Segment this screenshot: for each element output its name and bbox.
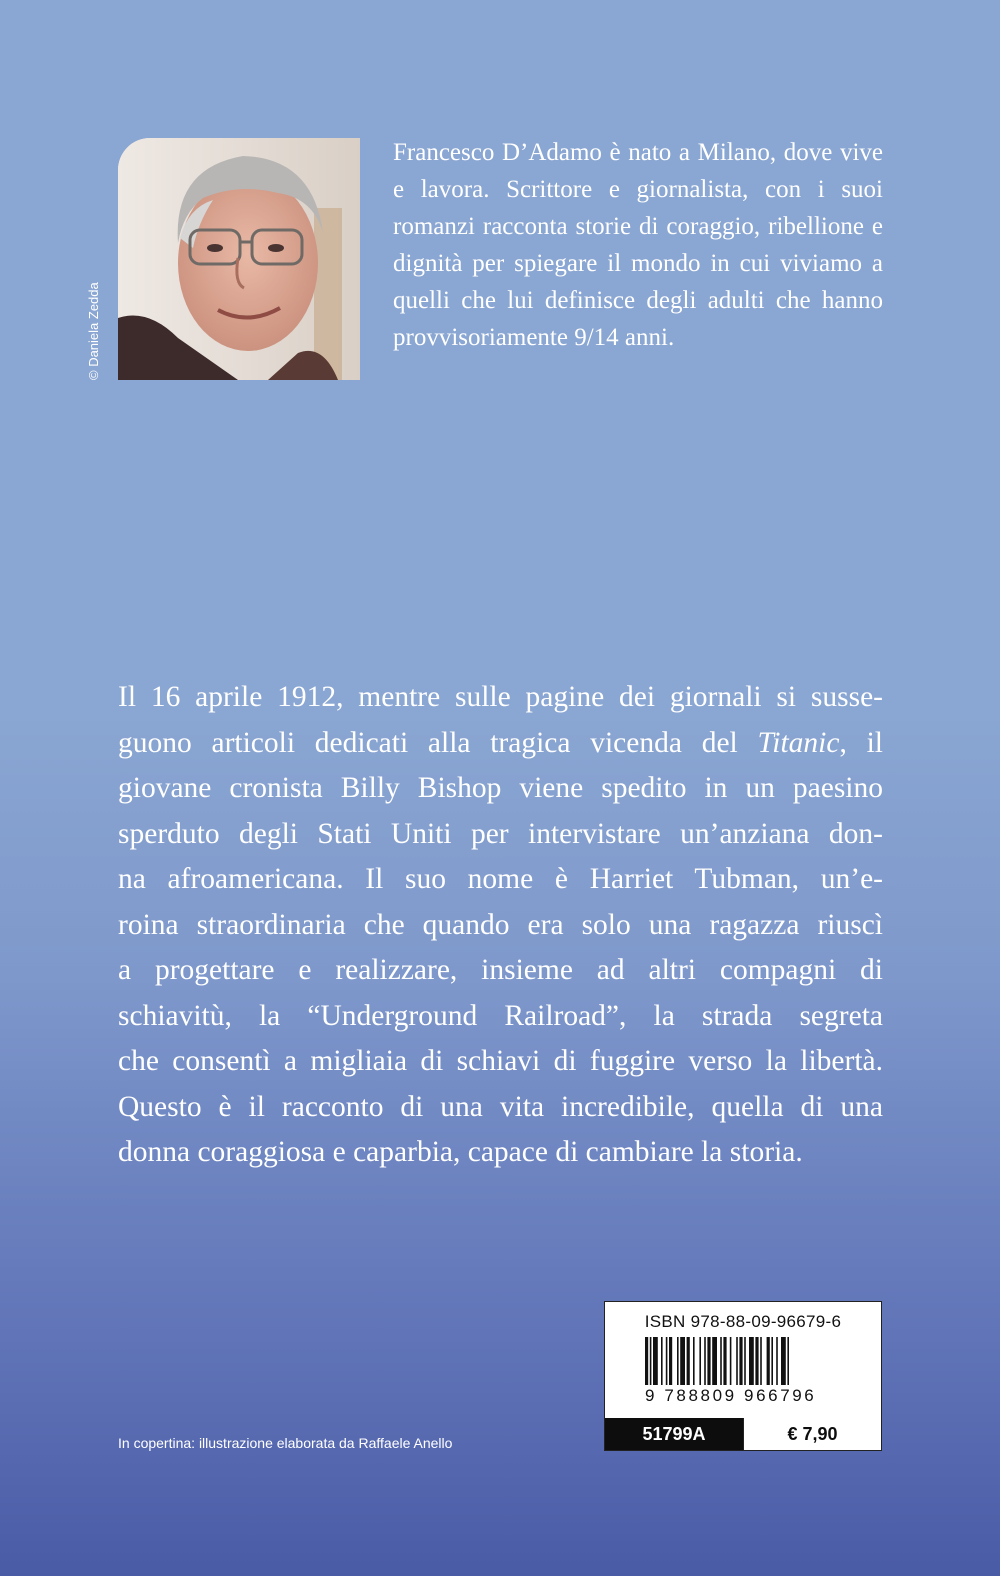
book-synopsis	[118, 675, 883, 1176]
synopsis-line: roina straordinaria che quando era solo una ragazza riuscì	[118, 908, 883, 941]
cover-credit: In copertina: illustrazione elaborata da Raffaele Anello	[118, 1435, 453, 1451]
bio-line: ribellione e dignità per spiegare il mondo	[393, 213, 883, 277]
barcode-box	[604, 1301, 882, 1451]
bio-line: degli adulti che hanno provvisoriamente	[393, 287, 883, 351]
barcode-bar	[650, 1337, 652, 1385]
isbn-label: ISBN 978-88-09-96679-6	[644, 1312, 842, 1331]
barcode-bar	[767, 1337, 770, 1385]
barcode-bar	[723, 1337, 726, 1385]
photo-credit: © Daniela Zedda	[86, 282, 101, 380]
barcode-bar	[730, 1337, 732, 1385]
barcode-bar	[787, 1337, 789, 1385]
barcode-bar	[781, 1337, 786, 1385]
barcode-bar	[712, 1337, 717, 1385]
barcode-bar	[744, 1337, 746, 1385]
author-photo	[118, 138, 360, 380]
barcode-bar	[736, 1337, 738, 1385]
barcode-bar	[720, 1337, 722, 1385]
ean-digits: 9 788809 966796	[645, 1386, 817, 1405]
barcode-bar	[739, 1337, 742, 1385]
barcode-bar	[666, 1337, 668, 1385]
barcode-bar	[661, 1337, 663, 1385]
bio-line: vive e lavora. Scrittore e giornalista, con i	[393, 139, 883, 203]
synopsis-line: che consentì a migliaia di schiavi di fuggire verso la libertà.	[118, 1045, 883, 1077]
barcode-bar	[755, 1337, 758, 1385]
synopsis-line: Questo è il racconto di una vita incredibile, quella di una	[118, 1090, 883, 1123]
author-bio	[393, 134, 883, 356]
barcode-bar	[771, 1337, 773, 1385]
synopsis-line: a progettare e realizzare, insieme ad altri compagni di	[118, 954, 883, 986]
bio-line: 9/14 anni.	[574, 324, 675, 351]
synopsis-line: donna coraggiosa e caparbia, capace di cambiare la storia.	[118, 1136, 803, 1168]
bio-line: Francesco D’Adamo è nato a Milano, dove	[393, 139, 833, 166]
barcode-bar	[699, 1337, 701, 1385]
synopsis-text: , il	[839, 726, 883, 759]
barcode-bar	[680, 1337, 685, 1385]
barcode-bar	[704, 1337, 706, 1385]
synopsis-line: na afroamericana. Il suo nome è Harriet Tubman, un’e-	[118, 863, 883, 895]
barcode-bar	[693, 1337, 695, 1385]
barcode-bar	[776, 1337, 778, 1385]
synopsis-title-ref: Titanic	[757, 726, 840, 759]
synopsis-line: sperduto degli Stati Uniti per intervistare un’anziana don-	[118, 817, 883, 850]
barcode-bar	[707, 1337, 710, 1385]
bio-line: suoi romanzi racconta storie di coraggio,	[393, 176, 884, 240]
synopsis-line: Il 16 aprile 1912, mentre sulle pagine dei giornali si susse-	[118, 681, 883, 713]
barcode-bars	[645, 1337, 845, 1385]
bio-line: in cui viviamo a quelli che lui definisce	[393, 250, 883, 314]
synopsis-line: schiavitù, la “Underground Railroad”, la strada segreta	[118, 999, 883, 1032]
barcode-bar	[760, 1337, 762, 1385]
barcode-bar	[669, 1337, 672, 1385]
product-code: 51799A	[605, 1418, 743, 1450]
barcode-bar	[653, 1337, 658, 1385]
barcode-bar	[645, 1337, 648, 1385]
synopsis-line	[118, 721, 883, 767]
barcode-bar	[749, 1337, 754, 1385]
barcode-bar	[677, 1337, 679, 1385]
synopsis-text: guono articoli dedicati alla tragica vicenda del	[118, 726, 758, 759]
price: € 7,90	[743, 1418, 881, 1450]
barcode-bar	[687, 1337, 690, 1385]
synopsis-line: giovane cronista Billy Bishop viene spedito in un paesino	[118, 772, 883, 804]
